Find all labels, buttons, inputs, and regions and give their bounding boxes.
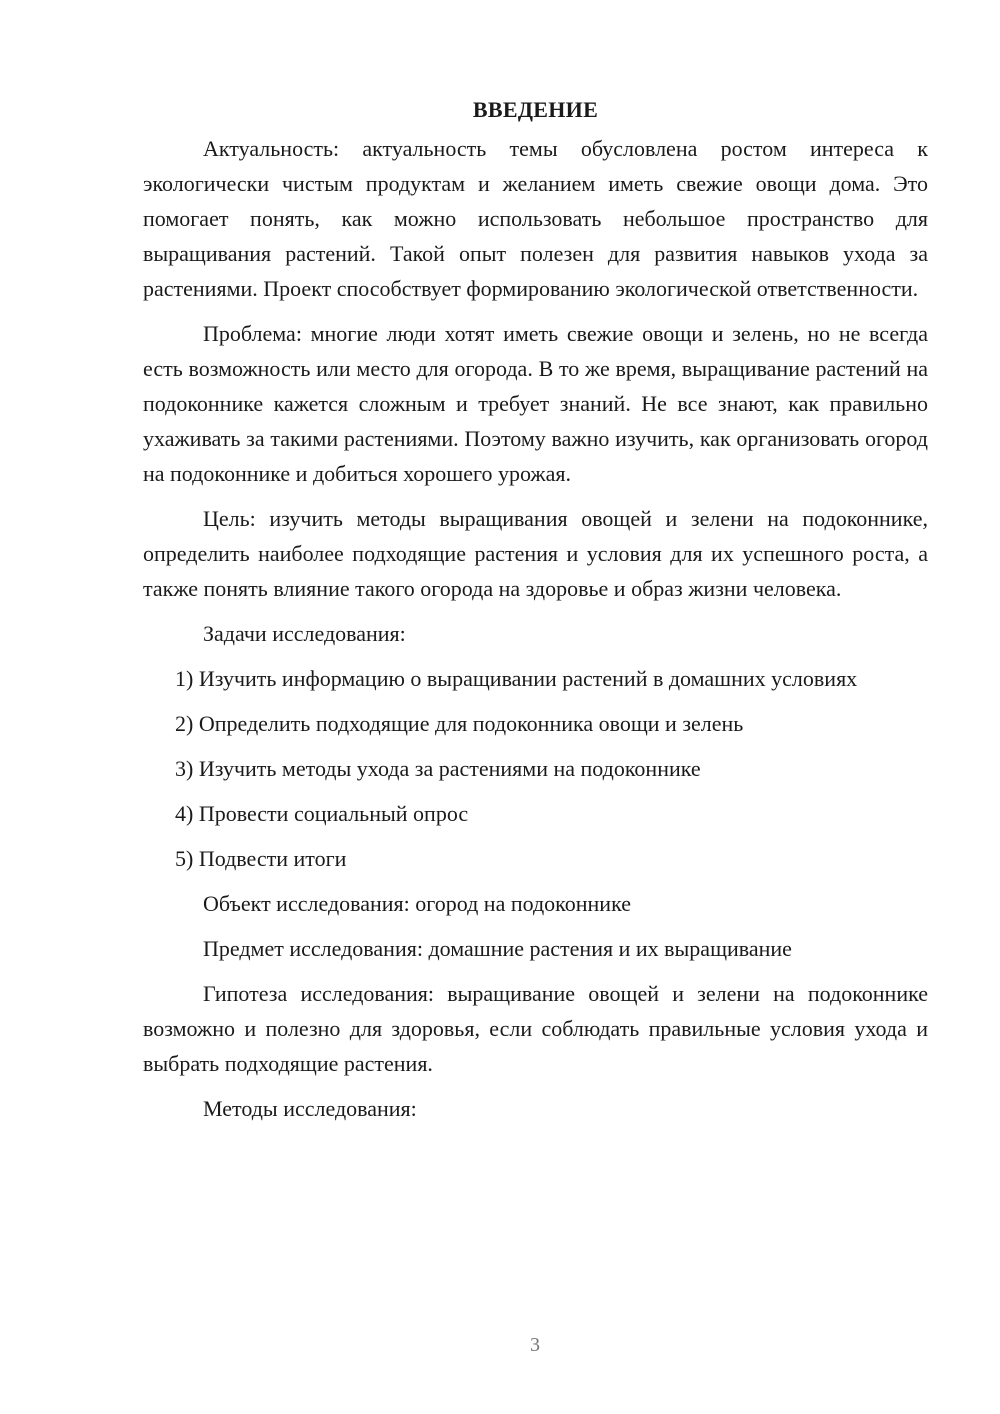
task-item-1: 1) Изучить информацию о выращивании растений в домашних условиях: [175, 666, 858, 691]
task-item-3: 3) Изучить методы ухода за растениями на подоконнике: [175, 756, 701, 781]
paragraph-object: Объект исследования: огород на подоконнике: [203, 891, 631, 916]
tasks-heading: Задачи исследования:: [203, 621, 406, 646]
paragraph-goal: Цель: изучить методы выращивания овощей и зелени на подоконнике, определить наиболее подходящие растения и условия для их успешного роста, а также понять влияние такого огорода на здоровье и образ жизни человека.: [143, 506, 928, 601]
page-title: ВВЕДЕНИЕ: [472, 97, 599, 122]
page-number: 3: [530, 1334, 540, 1356]
paragraph-subject: Предмет исследования: домашние растения и их выращивание: [203, 936, 792, 961]
task-item-5: 5) Подвести итоги: [175, 846, 347, 871]
task-item-4: 4) Провести социальный опрос: [175, 801, 469, 826]
task-item-2: 2) Определить подходящие для подоконника овощи и зелень: [175, 711, 744, 736]
tasks-list: [143, 661, 928, 876]
paragraph-hypothesis: Гипотеза исследования: выращивание овощей и зелени на подоконнике возможно и полезно для здоровья, если соблюдать правильные условия ухода и выбрать подходящие растения.: [143, 981, 928, 1076]
paragraph-relevance: Актуальность: актуальность темы обусловлена ростом интереса к экологически чистым продуктам и желанием иметь свежие овощи дома. Это помогает понять, как можно использовать небольшое пространство для выращивания растений. Такой опыт полезен для развития навыков ухода за растениями. Проект способствует формированию экологической ответственности.: [143, 136, 928, 301]
methods-heading: Методы исследования:: [203, 1096, 417, 1121]
paragraph-problem: Проблема: многие люди хотят иметь свежие овощи и зелень, но не всегда есть возможность или место для огорода. В то же время, выращивание растений на подоконнике кажется сложным и требует знаний. Не все знают, как правильно ухаживать за такими растениями. Поэтому важно изучить, как организовать огород на подоконнике и добиться хорошего урожая.: [143, 321, 928, 486]
document-page: [143, 92, 928, 1136]
